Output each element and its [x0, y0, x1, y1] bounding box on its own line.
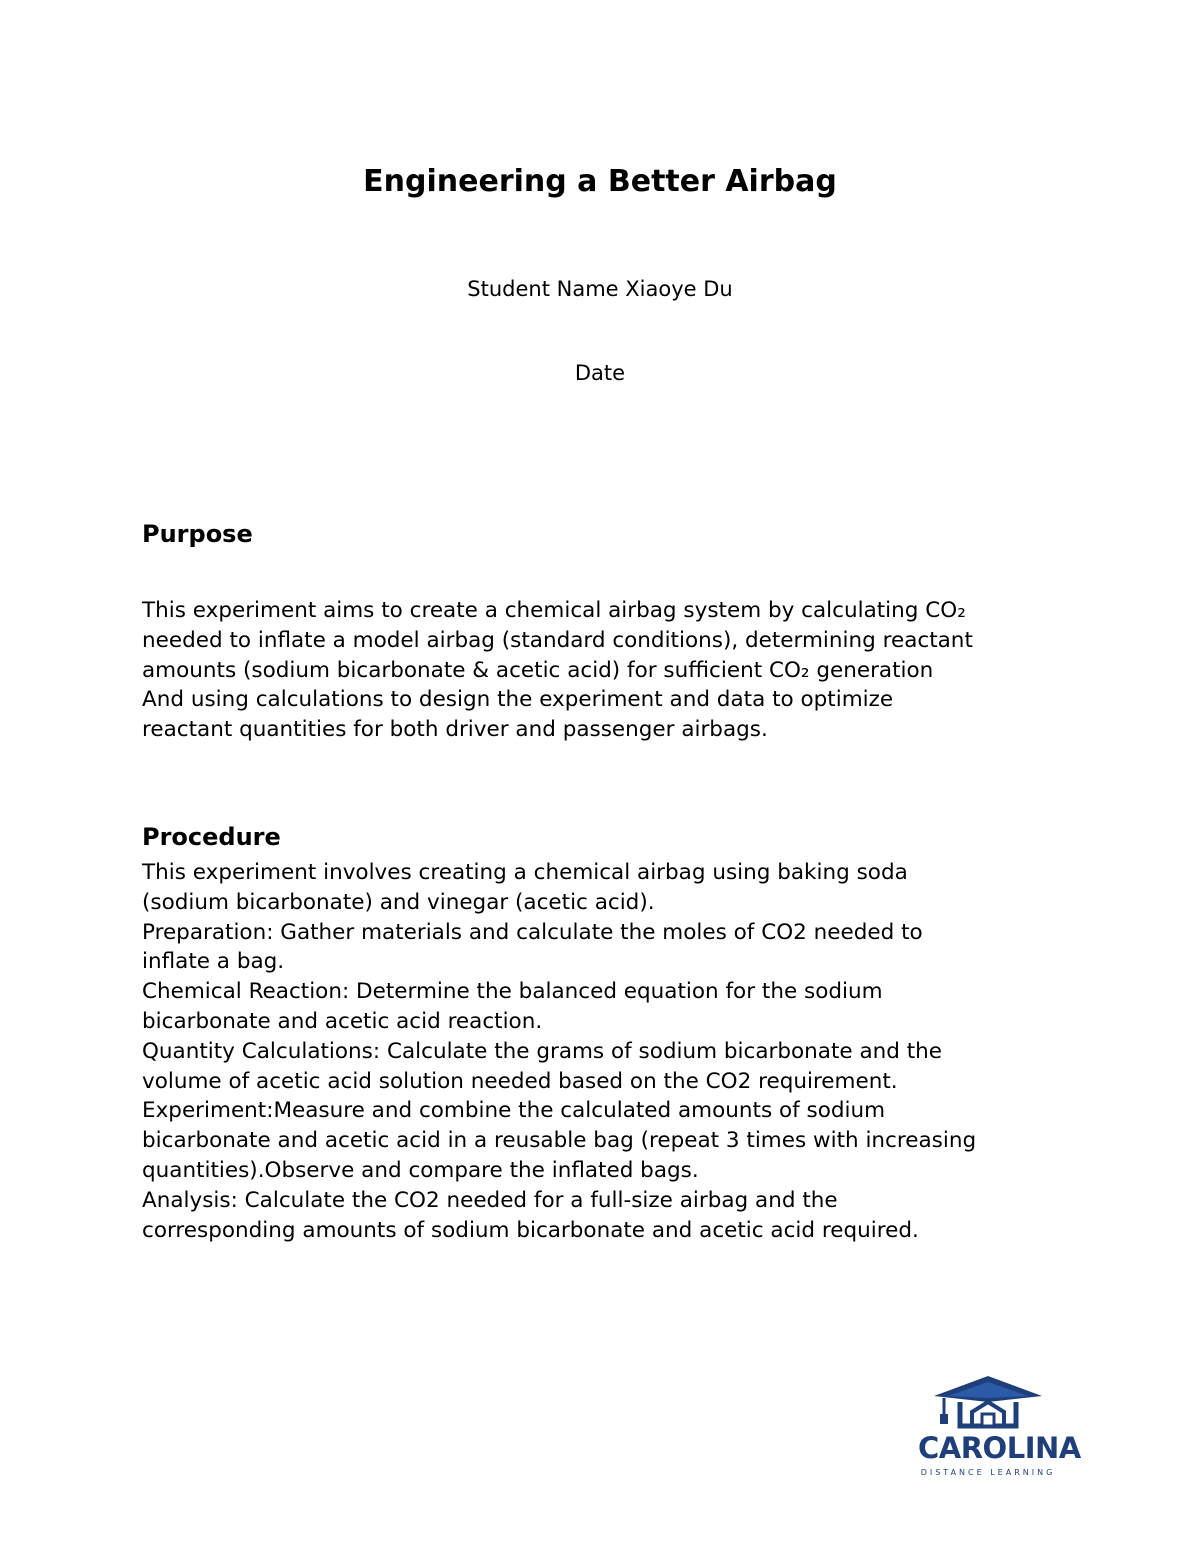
purpose-line: This experiment aims to create a chemical airbag system by calculating CO₂	[142, 598, 966, 623]
logo-tagline: DISTANCE LEARNING	[920, 1468, 1056, 1477]
purpose-line: reactant quantities for both driver and passenger airbags.	[142, 717, 768, 743]
logo-wordmark: CAROLINA	[918, 1431, 1081, 1465]
purpose-line: amounts (sodium bicarbonate & acetic acid) for sufficient CO₂ generation	[142, 657, 934, 683]
procedure-line: quantities).Observe and compare the inflated bags.	[142, 1157, 699, 1183]
procedure-line: Analysis: Calculate the CO2 needed for a full-size airbag and the	[142, 1187, 838, 1213]
purpose-line: And using calculations to design the experiment and data to optimize	[142, 687, 894, 713]
procedure-line: inflate a bag.	[142, 949, 285, 975]
document-title: Engineering a Better Airbag	[363, 164, 837, 199]
house-graduation-cap-icon	[930, 1372, 1046, 1430]
procedure-heading: Procedure	[142, 823, 281, 851]
purpose-paragraph	[142, 596, 1072, 745]
purpose-line: needed to inflate a model airbag (standard conditions), determining reactant	[142, 627, 973, 653]
procedure-line: volume of acetic acid solution needed based on the CO2 requirement.	[142, 1068, 898, 1094]
procedure-line: This experiment involves creating a chemical airbag using baking soda	[142, 860, 908, 885]
procedure-line: Preparation: Gather materials and calculate the moles of CO2 needed to	[142, 919, 923, 945]
purpose-heading: Purpose	[142, 520, 253, 548]
date-label: Date	[574, 361, 626, 385]
procedure-line: Quantity Calculations: Calculate the grams of sodium bicarbonate and the	[142, 1038, 943, 1064]
procedure-line: Experiment:Measure and combine the calculated amounts of sodium	[142, 1098, 886, 1124]
student-name: Student Name Xiaoye Du	[467, 277, 733, 301]
procedure-line: bicarbonate and acetic acid reaction.	[142, 1008, 543, 1034]
procedure-line: (sodium bicarbonate) and vinegar (acetic acid).	[142, 889, 655, 915]
carolina-distance-learning-logo	[918, 1372, 1081, 1482]
procedure-line: Chemical Reaction: Determine the balanced equation for the sodium	[142, 979, 883, 1005]
procedure-line: corresponding amounts of sodium bicarbonate and acetic acid required.	[142, 1217, 919, 1243]
procedure-paragraph	[142, 858, 1072, 1245]
procedure-line: bicarbonate and acetic acid in a reusable bag (repeat 3 times with increasing	[142, 1128, 977, 1154]
